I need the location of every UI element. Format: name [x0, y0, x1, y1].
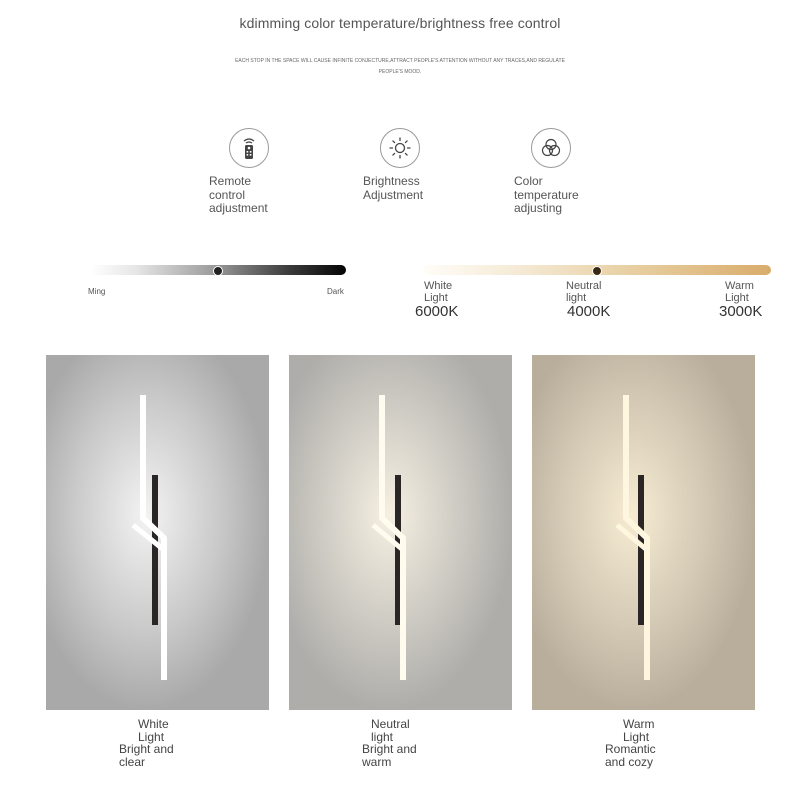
brightness-min-label: Ming: [88, 287, 106, 296]
temp-stop-kelvin-neutral: 4000K: [567, 303, 611, 320]
caption-title-neutral: Neutral light: [371, 717, 410, 744]
remote-control-icon: [229, 128, 269, 168]
lamp-dark-bar: [152, 475, 158, 625]
temp-stop-kelvin-warm: 3000K: [719, 303, 763, 320]
caption-desc-warm: Romantic and cozy: [605, 742, 656, 769]
lamp-photo-white-light: [46, 355, 269, 710]
temp-stop-name-white: White Light: [424, 280, 453, 304]
lamp-photo-neutral-light: [289, 355, 512, 710]
brightness-slider-knob[interactable]: [213, 266, 223, 276]
brightness-max-label: Dark: [327, 287, 344, 296]
temp-stop-name-neutral: Neutral light: [566, 280, 602, 304]
temperature-slider-knob[interactable]: [592, 266, 602, 276]
caption-title-warm: Warm Light: [623, 717, 655, 744]
page-title: kdimming color temperature/brightness free control: [239, 15, 561, 31]
feature-label-brightness: Brightness Adjustment: [363, 174, 424, 202]
temp-stop-kelvin-white: 6000K: [415, 303, 459, 320]
temp-stop-name-warm: Warm Light: [725, 280, 754, 304]
sun-brightness-icon: [380, 128, 420, 168]
feature-label-remote: Remote control adjustment: [209, 174, 268, 215]
caption-desc-neutral: Bright and warm: [362, 742, 417, 769]
lamp-photo-warm-light: [532, 355, 755, 710]
color-circles-icon: [531, 128, 571, 168]
feature-label-color-temperature: Color temperature adjusting: [514, 174, 579, 215]
page-subtitle: EACH STOP IN THE SPACE WILL CAUSE INFINITE CONJECTURE,ATTRACT PEOPLE'S ATTENTION WITHOUT ANY TRACES,AND REGULATE PEOPLE'S MOOD.: [235, 58, 565, 75]
caption-title-white: White Light: [138, 717, 169, 744]
caption-desc-white: Bright and clear: [119, 742, 174, 769]
